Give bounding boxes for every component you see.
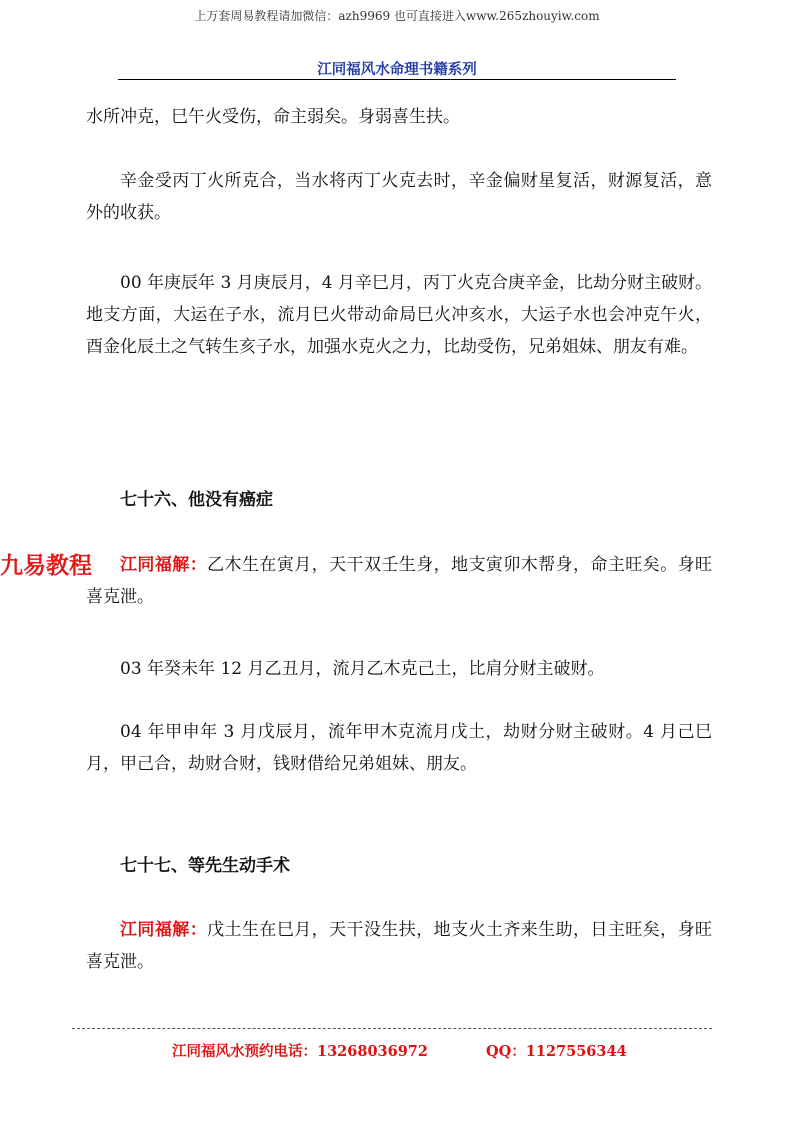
section-76-year-2003: 03 年癸未年 12 月乙丑月，流月乙木克己土，比肩分财主破财。 [120, 659, 605, 679]
section-76-year-2004: 04 年甲申年 3 月戊辰月，流年甲木克流月戊土，劫财分财主破财。4 月己巳月，甲己合，劫财合财，钱财借给兄弟姐妹、朋友。 [86, 722, 712, 774]
author-lead-label: 江同福解： [120, 920, 208, 940]
footer-qq: QQ：1127556344 [486, 1043, 627, 1060]
watermark-logo: 九易教程 [0, 553, 92, 579]
section-77-heading: 七十七、等先生动手术 [120, 856, 290, 876]
section-76-analysis [86, 549, 712, 613]
section-77-analysis-text: 戊土生在巳月，天干没生扶，地支火土齐来生助，日主旺矣，身旺喜克泄。 [86, 920, 713, 972]
paragraph-continuation: 水所冲克，巳午火受伤，命主弱矣。身弱喜生扶。 [86, 107, 460, 127]
author-lead-label: 江同福解： [120, 555, 208, 575]
top-contact-note: 上万套周易教程请加微信：azh9969 也可直接进入www.265zhouyiw.com [194, 9, 600, 23]
section-76-heading: 七十六、他没有癌症 [120, 490, 273, 510]
section-76-analysis-text: 乙木生在寅月，天干双壬生身，地支寅卯木帮身，命主旺矣。身旺喜克泄。 [86, 555, 713, 607]
page-header-title: 江同福风水命理书籍系列 [317, 62, 477, 78]
header-divider [118, 79, 676, 80]
section-77-analysis [86, 914, 712, 978]
paragraph-year-2000: 00 年庚辰年 3 月庚辰月，4 月辛巳月，丙丁火克合庚辛金，比劫分财主破财。地支方面，大运在子水，流月巳火带动命局巳火冲亥水，大运子水也会冲克午火，酉金化辰土之气转生亥子水，加强水克火之力，比劫受伤，兄弟姐妹、朋友有难。 [86, 273, 712, 357]
paragraph-xin-metal: 辛金受丙丁火所克合，当水将丙丁火克去时，辛金偏财星复活，财源复活，意外的收获。 [86, 171, 712, 223]
footer-phone: 江同福风水预约电话：13268036972 [172, 1043, 428, 1060]
footer-divider [72, 1028, 712, 1029]
